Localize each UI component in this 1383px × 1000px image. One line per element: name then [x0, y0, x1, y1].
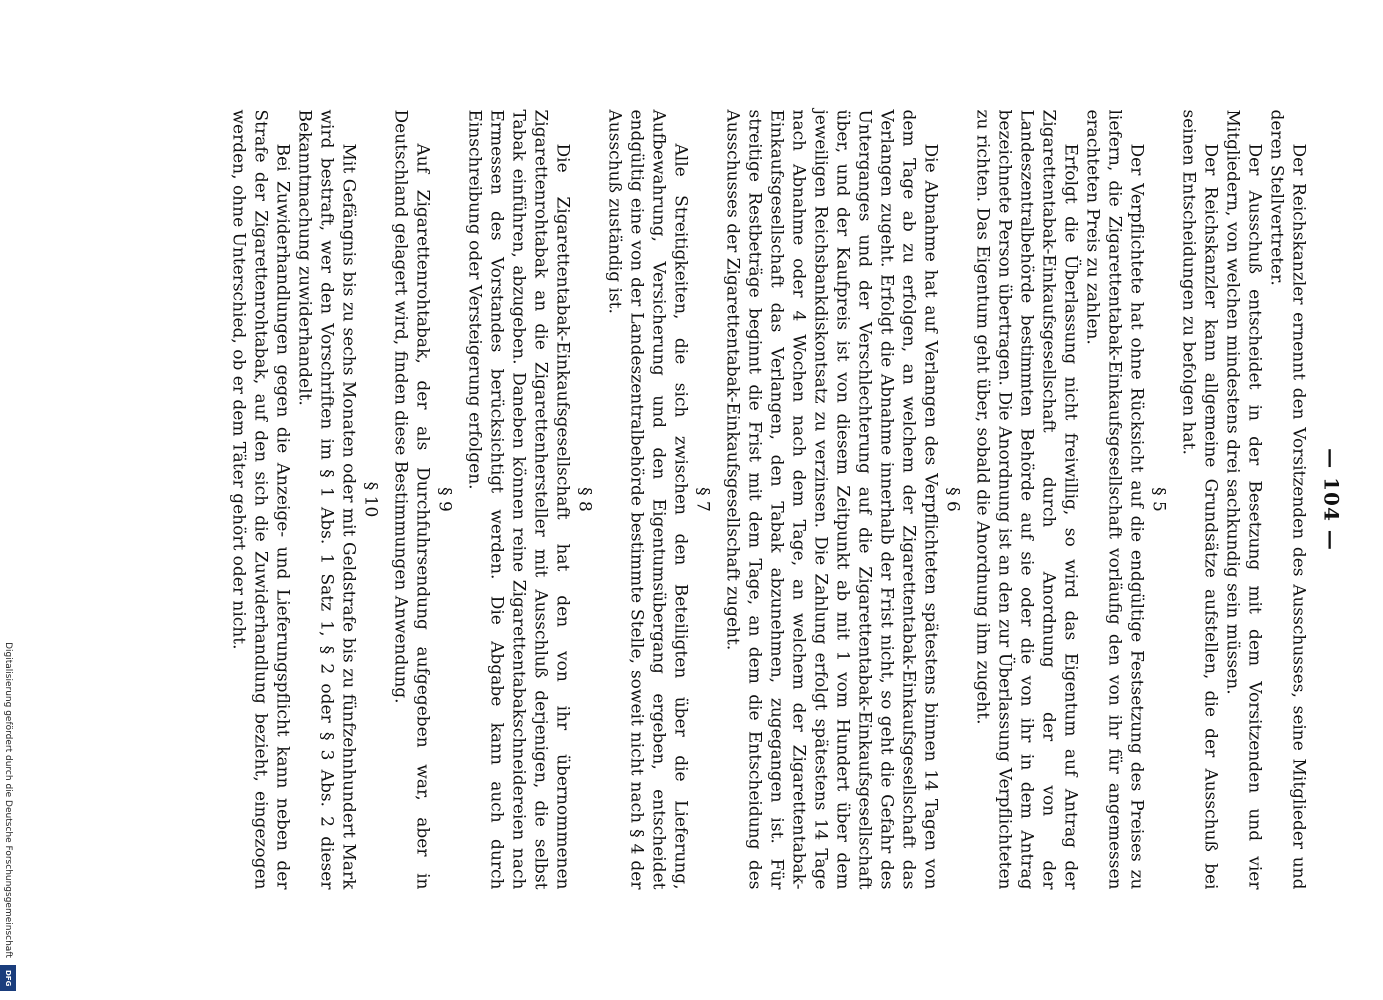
section-heading: § 7	[692, 487, 713, 512]
paragraph: Der Reichskanzler ernennt den Vorsitzenden des Ausschusses, seine Mitglieder und deren Stellvertreter.	[1266, 109, 1309, 890]
digitization-note	[0, 605, 18, 995]
paragraph: Der Verpflichtete hat ohne Rücksicht auf die endgültige Festsetzung des Preises zu liefern, die Zigarettentabak-Einkaufsgesellschaft vorläufig den von ihr für angemessen erachteten Preis zu zahlen.	[1082, 109, 1147, 890]
section-heading: § 6	[942, 487, 963, 512]
document-body	[228, 110, 1344, 890]
paragraph: Der Ausschuß entscheidet in der Besetzung mit dem Vorsitzenden und vier Mitgliedern, von welchen mindestens drei sachkundig sein müssen.	[1222, 109, 1265, 890]
paragraph: Die Zigarettentabak-Einkaufsgesellschaft hat den von ihr übernommenen Zigarettenrohtabak an die Zigarettenhersteller mit Ausschluß derjenigen, die selbst Tabak einführen, abzugeben. Daneben können reine Zigarettentabakschneidereien nach Ermessen des Vorstandes berücksichtigt werden. Die Abgabe kann auch durch Einschreibung oder Versteigerung erfolgen.	[464, 109, 573, 890]
dfg-logo-icon: DFG	[0, 965, 16, 991]
section-heading: § 10	[360, 481, 381, 518]
section-heading: § 9	[434, 487, 455, 512]
section-heading: § 5	[1148, 487, 1169, 512]
digitization-note-text: Digitalisierung gefördert durch die Deutsche Forschungsgemeinschaft	[3, 642, 13, 958]
rotated-page	[1, 0, 1383, 1000]
paragraph: Mit Gefängnis bis zu sechs Monaten oder mit Geldstrafe bis zu fünfzehnhundert Mark wird bestraft, wer den Vorschriften im § 1 Abs. 1 Satz 1, § 2 oder § 3 Abs. 2 dieser Bekanntmachung zuwiderhandelt.	[294, 109, 359, 890]
section-heading: § 8	[574, 487, 595, 512]
paragraph: Erfolgt die Überlassung nicht freiwillig, so wird das Eigentum auf Antrag der Zigarettentabak-Einkaufsgesellschaft durch Anordnung der von der Landeszentralbehörde bestimmten Behörde auf sie oder die von ihr in dem Antrag bezeichnete Person übertragen. Die Anordnung ist an den zur Überlassung Verpflichteten zu richten. Das Eigentum geht über, sobald die Anordnung ihm zugeht.	[972, 109, 1081, 890]
paragraph: Der Reichskanzler kann allgemeine Grundsätze aufstellen, die der Ausschuß bei seinen Entscheidungen zu befolgen hat.	[1178, 109, 1221, 890]
page-number: — 104 —	[1319, 448, 1344, 551]
paragraph: Auf Zigarettenrohtabak, der als Durchfuhrsendung aufgegeben war, aber in Deutschland gelagert wird, finden diese Bestimmungen Anwendung.	[390, 109, 433, 890]
paragraph: Alle Streitigkeiten, die sich zwischen den Beteiligten über die Lieferung, Aufbewahrung, Versicherung und den Eigentumsübergang ergeben, entscheidet endgültig eine von der Landeszentralbehörde bestimmte Stelle, soweit nicht nach § 4 der Ausschuß zuständig ist.	[604, 109, 691, 890]
paragraph: Die Abnahme hat auf Verlangen des Verpflichteten spätestens binnen 14 Tagen von dem Tage ab zu erfolgen, an welchem der Zigarettentabak-Einkaufsgesellschaft das Verlangen zugeht. Erfolgt die Abnahme innerhalb der Frist nicht, so geht die Gefahr des Unterganges und der Verschlechterung auf die Zigarettentabak-Einkaufsgesellschaft über, und der Kaufpreis ist von diesem Zeitpunkt ab mit 1 vom Hundert über dem jeweiligen Reichsbankdiskontsatz zu verzinsen. Die Zahlung erfolgt spätestens 14 Tage nach Abnahme oder 4 Wochen nach dem Tage, an welchem der Zigarettentabak-Einkaufsgesellschaft das Verlangen, den Tabak abzunehmen, zugegangen ist. Für streitige Restbeträge beginnt die Frist mit dem Tage, an dem die Entscheidung des Ausschusses der Zigarettentabak-Einkaufsgesellschaft zugeht.	[722, 109, 941, 890]
paragraph: Bei Zuwiderhandlungen gegen die Anzeige- und Lieferungspflicht kann neben der Strafe der Zigarettenrohtabak, auf den sich die Zuwiderhandlung bezieht, eingezogen werden, ohne Unterschied, ob er dem Täter gehört oder nicht.	[228, 109, 293, 890]
